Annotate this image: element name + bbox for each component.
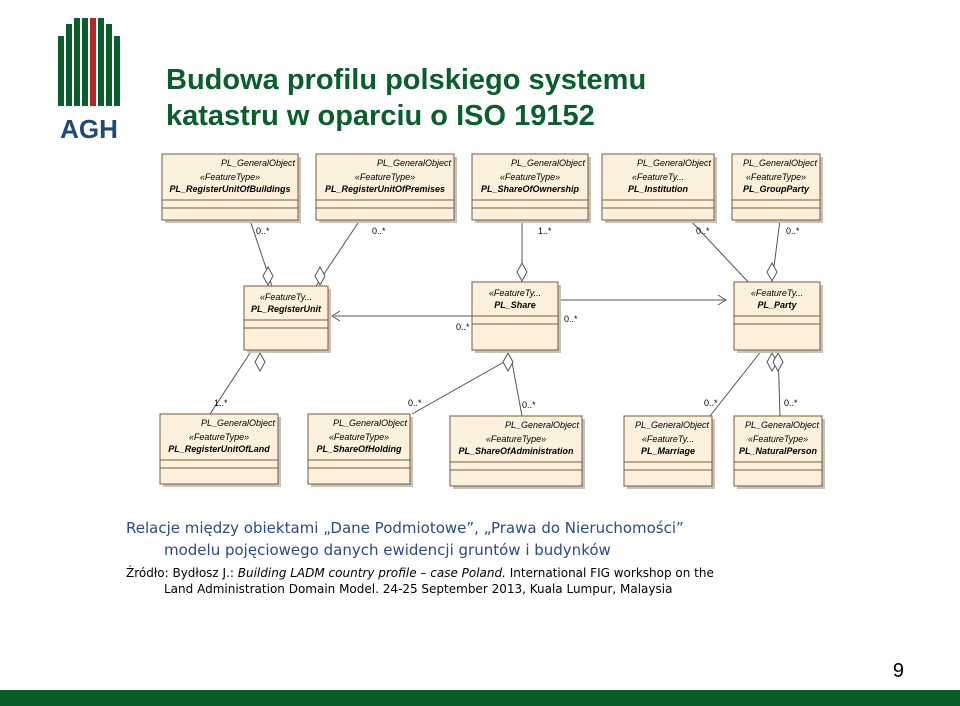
class-name: PL_RegisterUnit [250, 304, 322, 314]
source-prefix: Źródło: Bydłosz J.: [126, 566, 238, 580]
source-citation [126, 565, 916, 597]
agh-logo-mark [44, 14, 134, 144]
aggregation-diamond [263, 267, 273, 285]
aggregation-diamond [503, 353, 513, 371]
footer-bar [0, 690, 960, 706]
class-parent: PL_GeneralObject [510, 158, 585, 168]
class-name: PL_ShareOfAdministration [458, 446, 574, 456]
agh-logo [44, 14, 134, 144]
multiplicity-label: 1..* [538, 226, 552, 236]
aggregation-diamond [517, 263, 527, 281]
page-title [166, 62, 866, 134]
multiplicity-label: 0..* [704, 398, 718, 408]
uml-class-natural_person [734, 416, 825, 489]
aggregation-diamond [767, 263, 777, 281]
uml-class-institution [602, 154, 717, 223]
aggregation-diamond [315, 267, 325, 285]
figure-caption [126, 517, 906, 561]
class-name: PL_ShareOfOwnership [480, 184, 580, 194]
association-line [512, 362, 522, 416]
class-parent: PL_GeneralObject [376, 158, 451, 168]
multiplicity-label: 0..* [408, 398, 422, 408]
multiplicity-label: 0..* [564, 314, 578, 324]
class-name: PL_Institution [628, 184, 688, 194]
class-stereotype: «FeatureType» [354, 172, 416, 182]
class-stereotype: «FeatureType» [485, 434, 547, 444]
uml-diagram [150, 150, 830, 495]
source-title: Building LADM country profile – case Poland. [237, 566, 506, 580]
uml-class-share_holding [308, 414, 413, 487]
multiplicity-label: 0..* [456, 322, 470, 332]
multiplicity-label: 0..* [372, 226, 386, 236]
association-line [412, 362, 504, 414]
multiplicity-label: 0..* [696, 226, 710, 236]
uml-diagram-svg [150, 150, 830, 495]
multiplicity-label: 0..* [522, 400, 536, 410]
class-name: PL_ShareOfHolding [316, 444, 402, 454]
multiplicity-label: 0..* [784, 398, 798, 408]
class-stereotype: «FeatureType» [199, 172, 261, 182]
uml-class-share_ownership [472, 154, 591, 223]
class-parent: PL_GeneralObject [744, 420, 819, 430]
class-name: PL_RegisterUnitOfLand [168, 444, 270, 454]
uml-class-group_party [732, 154, 823, 223]
class-stereotype: «FeatureType» [745, 172, 807, 182]
source-rest: International FIG workshop on the [505, 566, 714, 580]
aggregation-diamond [255, 353, 265, 371]
class-stereotype: «FeatureType» [188, 432, 250, 442]
class-parent: PL_GeneralObject [200, 418, 275, 428]
class-parent: PL_GeneralObject [504, 420, 579, 430]
uml-class-marriage [624, 416, 715, 489]
class-name: PL_Marriage [640, 446, 696, 456]
class-name: PL_RegisterUnitOfPremises [324, 184, 446, 194]
class-parent: PL_GeneralObject [220, 158, 295, 168]
page-number: 9 [892, 660, 904, 682]
class-name: PL_RegisterUnitOfBuildings [169, 184, 291, 194]
class-stereotype: «FeatureTy... [259, 292, 313, 302]
class-stereotype: «FeatureTy... [750, 288, 804, 298]
source-line-2: Land Administration Domain Model. 24-25 September 2013, Kuala Lumpur, Malaysia [164, 582, 673, 596]
uml-class-reg_buildings [162, 154, 301, 223]
class-parent: PL_GeneralObject [636, 158, 711, 168]
multiplicity-label: 1..* [214, 398, 228, 408]
class-name: PL_Share [494, 300, 536, 310]
class-stereotype: «FeatureTy... [488, 288, 542, 298]
caption-line-1: Relacje między obiektami „Dane Podmiotowe”, „Prawa do Nieruchomości” [126, 519, 684, 537]
uml-class-reg_premises [316, 154, 457, 223]
uml-class-register_unit [244, 286, 331, 353]
caption-line-2: modelu pojęciowego danych ewidencji gruntów i budynków [164, 541, 611, 559]
multiplicity-label: 0..* [256, 226, 270, 236]
class-stereotype: «FeatureTy... [631, 172, 685, 182]
association-line [710, 350, 762, 416]
class-name: PL_GroupParty [742, 184, 810, 194]
uml-class-party [734, 282, 823, 353]
class-name: PL_Party [757, 300, 797, 310]
class-stereotype: «FeatureType» [328, 432, 390, 442]
agh-logo-text: AGH [60, 114, 118, 144]
class-parent: PL_GeneralObject [332, 418, 407, 428]
aggregation-diamond [773, 353, 783, 371]
class-name: PL_NaturalPerson [738, 446, 818, 456]
class-parent: PL_GeneralObject [634, 420, 709, 430]
title-line-1: Budowa profilu polskiego systemu [166, 64, 647, 96]
class-stereotype: «FeatureType» [747, 434, 809, 444]
uml-class-share_admin [450, 416, 585, 489]
uml-class-share [472, 282, 561, 353]
class-stereotype: «FeatureTy... [641, 434, 695, 444]
multiplicity-label: 0..* [786, 226, 800, 236]
class-parent: PL_GeneralObject [742, 158, 817, 168]
title-line-2: katastru w oparciu o ISO 19152 [166, 100, 595, 132]
class-stereotype: «FeatureType» [499, 172, 561, 182]
uml-class-reg_land [160, 414, 281, 487]
